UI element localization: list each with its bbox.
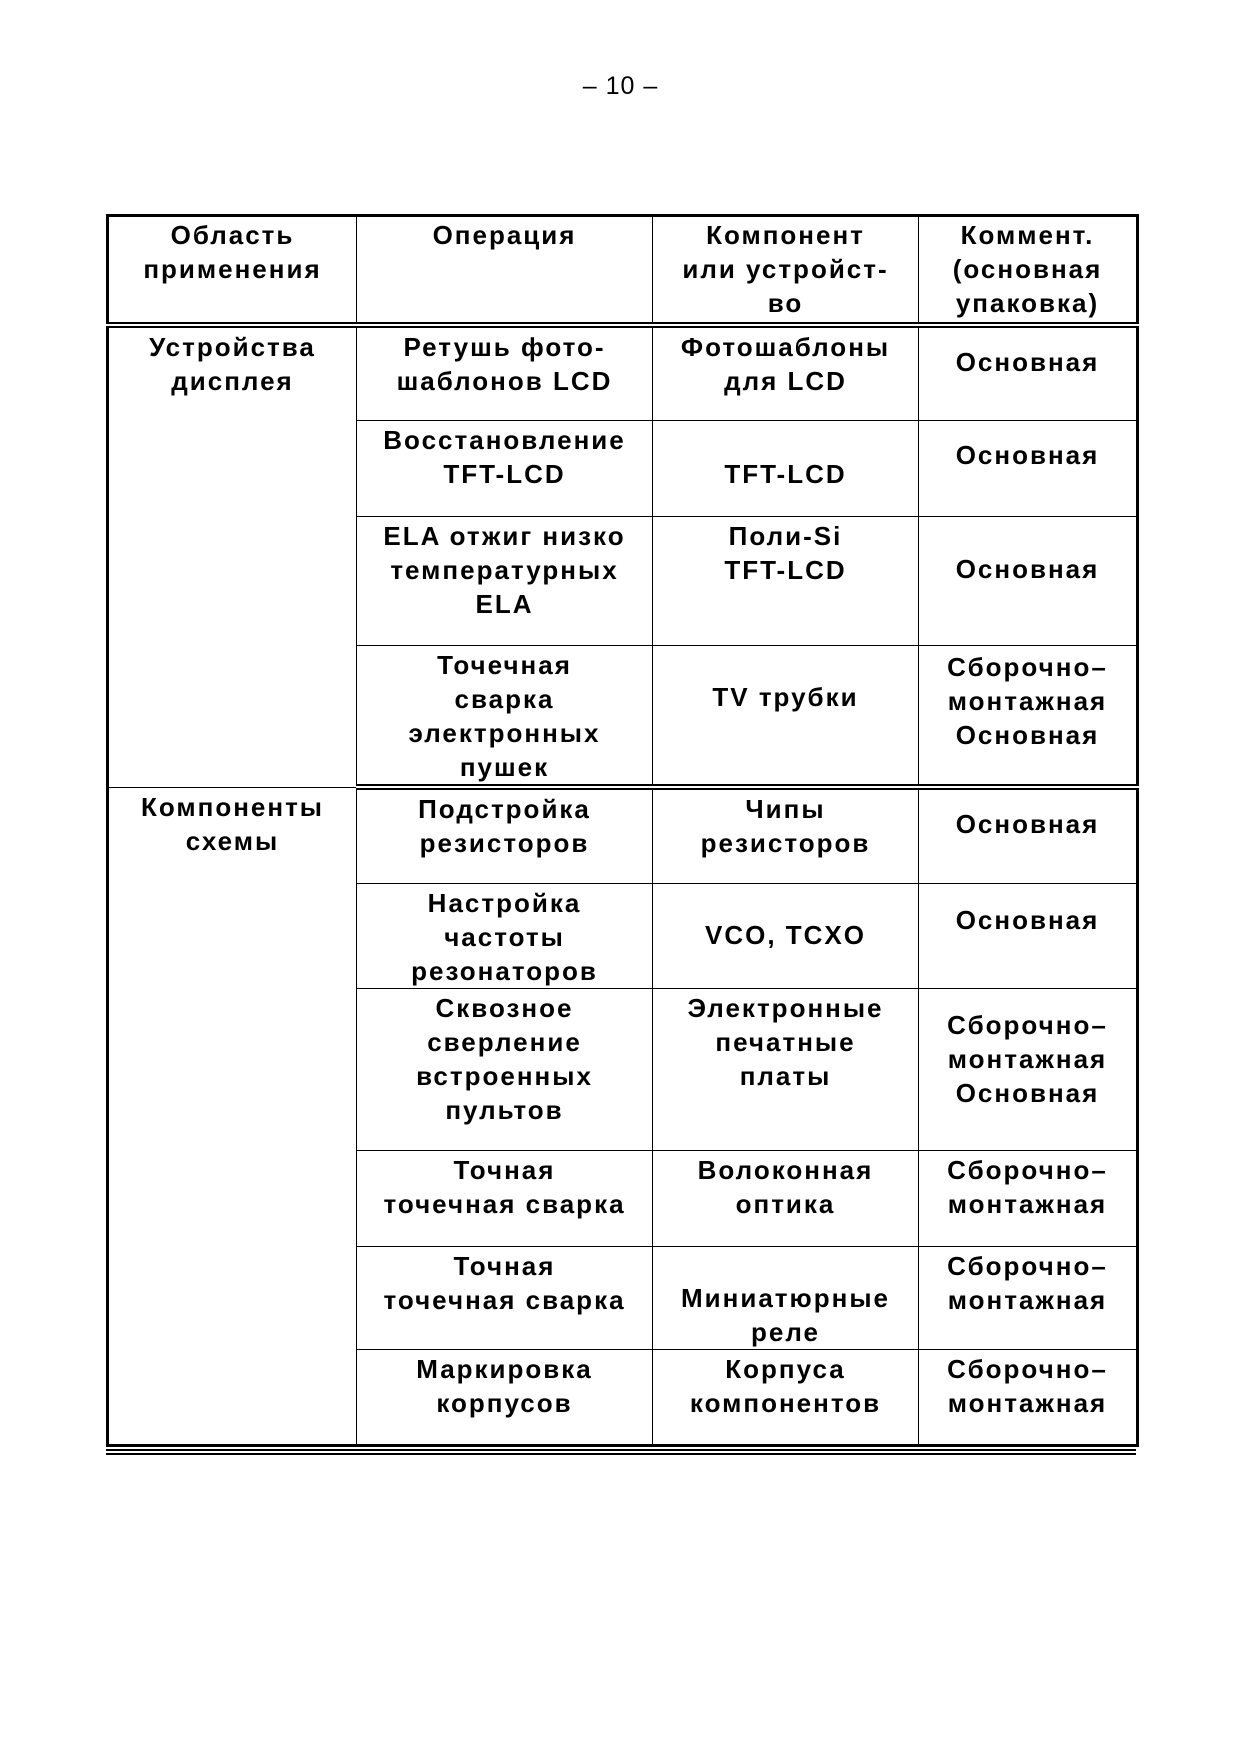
application-table-container [106, 214, 1136, 1447]
comment-cell: Сборочно– монтажная [919, 1150, 1138, 1246]
table-row [108, 787, 1138, 883]
area-circuit-components: Компоненты схемы [108, 787, 357, 1445]
operation-cell: Подстройка резисторов [357, 787, 653, 883]
component-cell: Электронные печатные платы [653, 988, 919, 1150]
comment-cell: Основная [919, 421, 1138, 517]
header-component: Компонент или устройст- во [653, 216, 919, 325]
header-row [108, 216, 1138, 325]
bottom-double-rule [106, 1449, 1136, 1455]
operation-cell: Точная точечная сварка [357, 1150, 653, 1246]
operation-cell: Восстановление TFT-LCD [357, 421, 653, 517]
operation-cell: Маркировка корпусов [357, 1349, 653, 1445]
component-cell: Фотошаблоны для LCD [653, 325, 919, 421]
table-row [108, 325, 1138, 421]
header-comment: Коммент. (основная упаковка) [919, 216, 1138, 325]
comment-cell: Основная [919, 325, 1138, 421]
comment-cell: Сборочно– монтажная Основная [919, 646, 1138, 788]
application-table [106, 214, 1139, 1447]
comment-cell: Сборочно– монтажная [919, 1349, 1138, 1445]
component-cell: Корпуса компонентов [653, 1349, 919, 1445]
header-area: Область применения [108, 216, 357, 325]
operation-cell: ELA отжиг низко температурных ELA [357, 517, 653, 646]
comment-cell: Сборочно– монтажная [919, 1246, 1138, 1349]
comment-cell: Основная [919, 883, 1138, 988]
operation-cell: Точная точечная сварка [357, 1246, 653, 1349]
component-cell: Миниатюрные реле [653, 1246, 919, 1349]
component-cell: VCO, TCXO [653, 883, 919, 988]
component-cell: Чипы резисторов [653, 787, 919, 883]
comment-cell: Основная [919, 517, 1138, 646]
component-cell: TV трубки [653, 646, 919, 788]
page-number: – 10 – [582, 72, 659, 100]
component-cell: Поли-Si TFT-LCD [653, 517, 919, 646]
comment-cell: Сборочно– монтажная Основная [919, 988, 1138, 1150]
component-cell: Волоконная оптика [653, 1150, 919, 1246]
operation-cell: Сквозное сверление встроенных пультов [357, 988, 653, 1150]
comment-cell: Основная [919, 787, 1138, 883]
operation-cell: Точечная сварка электронных пушек [357, 646, 653, 788]
header-operation: Операция [357, 216, 653, 325]
area-display-devices: Устройства дисплея [108, 325, 357, 788]
operation-cell: Ретушь фото- шаблонов LCD [357, 325, 653, 421]
component-cell: TFT-LCD [653, 421, 919, 517]
operation-cell: Настройка частоты резонаторов [357, 883, 653, 988]
